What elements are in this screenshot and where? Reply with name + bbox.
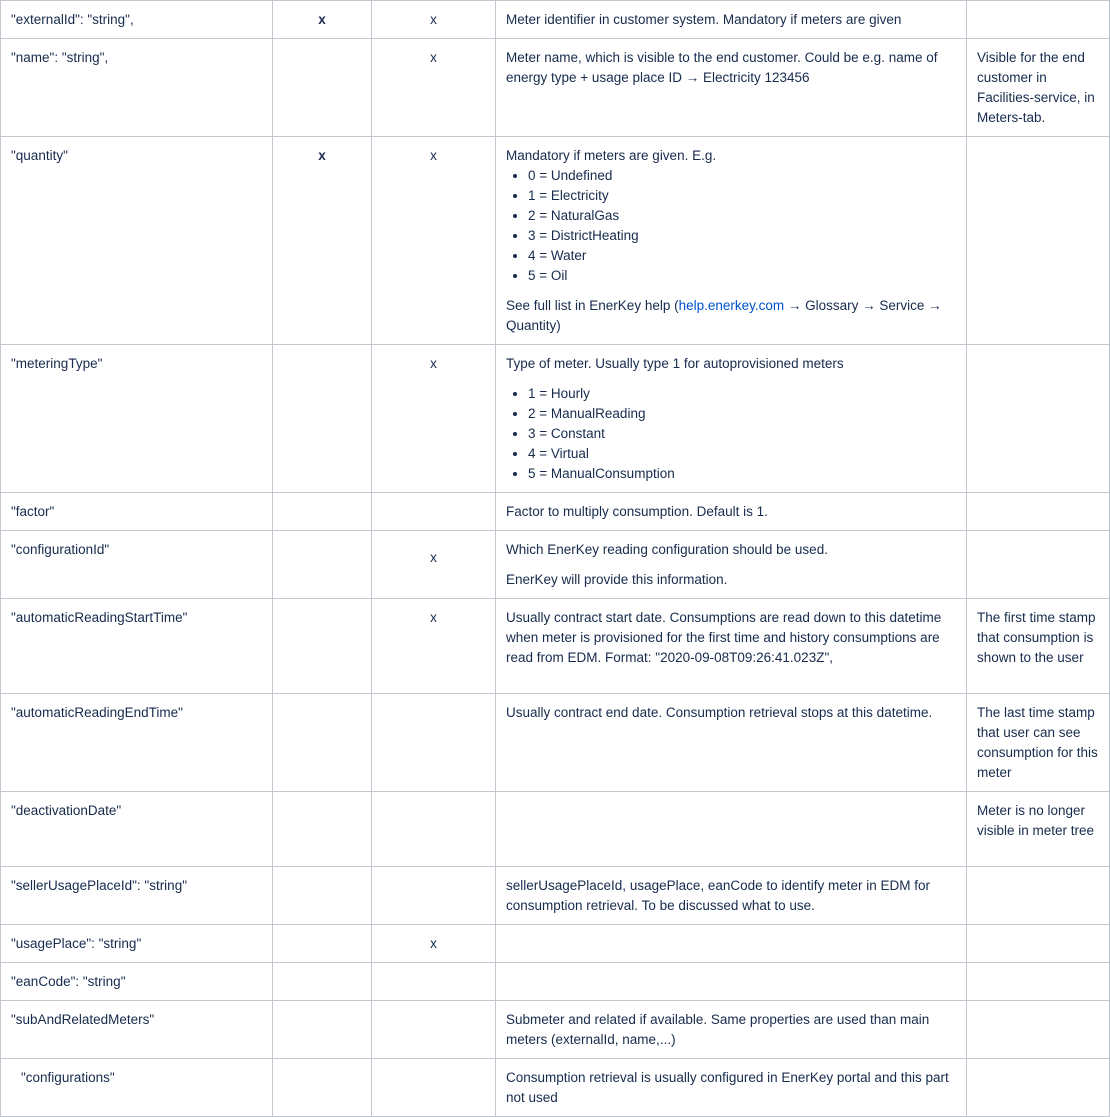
notes-cell: [967, 963, 1110, 1001]
description-cell: Meter name, which is visible to the end customer. Could be e.g. name of energy type + usage place ID → Electricity 123456: [496, 39, 967, 137]
list-item: • 2 = NaturalGas: [528, 206, 956, 226]
property-cell: "eanCode": "string": [1, 963, 273, 1001]
mandatory-mark: x: [318, 148, 326, 163]
list-item: • 4 = Water: [528, 246, 956, 266]
description-intro: Mandatory if meters are given. E.g.: [506, 148, 717, 163]
property-cell: "automaticReadingStartTime": [1, 599, 273, 694]
optional-cell: [372, 1059, 496, 1117]
table-row: [1, 345, 1110, 493]
description-cell: [496, 963, 967, 1001]
property-cell: "factor": [1, 493, 273, 531]
property-cell: "sellerUsagePlaceId": "string": [1, 867, 273, 925]
list-item: • 2 = ManualReading: [528, 404, 956, 424]
property-cell: "quantity": [1, 137, 273, 345]
list-item: • 1 = Electricity: [528, 186, 956, 206]
mandatory-cell: [273, 694, 372, 792]
mandatory-cell: [273, 39, 372, 137]
mandatory-cell: [273, 792, 372, 867]
description-cell: [496, 531, 967, 599]
property-cell: "configurationId": [1, 531, 273, 599]
table-row: [1, 1001, 1110, 1059]
table-row: [1, 792, 1110, 867]
table-row: [1, 137, 1110, 345]
optional-cell: x: [372, 1, 496, 39]
description-cell: Usually contract end date. Consumption retrieval stops at this datetime.: [496, 694, 967, 792]
property-cell: "meteringType": [1, 345, 273, 493]
mandatory-cell: [273, 963, 372, 1001]
description-cell: [496, 925, 967, 963]
mandatory-cell: [273, 1001, 372, 1059]
description-cell: Consumption retrieval is usually configured in EnerKey portal and this part not used: [496, 1059, 967, 1117]
table-row: [1, 1059, 1110, 1117]
mandatory-cell: [273, 925, 372, 963]
optional-cell: [372, 1001, 496, 1059]
notes-cell: The first time stamp that consumption is shown to the user: [967, 599, 1110, 694]
notes-cell: The last time stamp that user can see consumption for this meter: [967, 694, 1110, 792]
description-intro: Type of meter. Usually type 1 for autoprovisioned meters: [506, 356, 844, 371]
mandatory-cell: [273, 493, 372, 531]
property-cell: "usagePlace": "string": [1, 925, 273, 963]
help-text-suffix: → Glossary → Service → Quantity): [506, 298, 942, 333]
help-link[interactable]: help.enerkey.com: [678, 298, 785, 313]
table-row: [1, 694, 1110, 792]
description-cell: Factor to multiply consumption. Default is 1.: [496, 493, 967, 531]
mandatory-cell: [273, 345, 372, 493]
mandatory-cell: [273, 599, 372, 694]
optional-cell: [372, 963, 496, 1001]
notes-cell: [967, 1059, 1110, 1117]
notes-cell: [967, 925, 1110, 963]
optional-cell: [372, 867, 496, 925]
list-item: • 3 = DistrictHeating: [528, 226, 956, 246]
notes-cell: Meter is no longer visible in meter tree: [967, 792, 1110, 867]
optional-cell: x: [372, 39, 496, 137]
property-cell: "name": "string",: [1, 39, 273, 137]
optional-cell: x: [372, 599, 496, 694]
mandatory-cell: [273, 1, 372, 39]
optional-cell: x: [372, 925, 496, 963]
description-note: EnerKey will provide this information.: [506, 572, 728, 587]
list-item: • 1 = Hourly: [528, 384, 956, 404]
table-row: [1, 963, 1110, 1001]
notes-cell: Visible for the end customer in Facilities-service, in Meters-tab.: [967, 39, 1110, 137]
table-row: [1, 1, 1110, 39]
description-cell: Meter identifier in customer system. Mandatory if meters are given: [496, 1, 967, 39]
optional-cell: [372, 792, 496, 867]
list-item: • 0 = Undefined: [528, 166, 956, 186]
mandatory-cell: [273, 531, 372, 599]
table-row: [1, 599, 1110, 694]
notes-cell: [967, 1, 1110, 39]
notes-cell: [967, 493, 1110, 531]
description-cell: [496, 792, 967, 867]
mandatory-cell: [273, 137, 372, 345]
property-cell: "configurations": [1, 1059, 273, 1117]
mandatory-mark: x: [318, 12, 326, 27]
description-cell: Submeter and related if available. Same properties are used than main meters (externalId, name,...): [496, 1001, 967, 1059]
table-row: [1, 493, 1110, 531]
table-row: [1, 867, 1110, 925]
description-text: Which EnerKey reading configuration should be used.: [506, 542, 828, 557]
description-cell: [496, 137, 967, 345]
table-row: [1, 531, 1110, 599]
metering-type-list: [506, 384, 956, 484]
optional-cell: x: [372, 531, 496, 599]
help-text-prefix: See full list in EnerKey help (: [506, 298, 679, 313]
mandatory-cell: [273, 1059, 372, 1117]
table-row: [1, 925, 1110, 963]
optional-cell: x: [372, 137, 496, 345]
notes-cell: [967, 345, 1110, 493]
notes-cell: [967, 137, 1110, 345]
description-cell: Usually contract start date. Consumptions are read down to this datetime when meter is provisioned for the first time and history consumptions are read from EDM. Format: "2020-09-08T09:26:41.023Z",: [496, 599, 967, 694]
optional-cell: x: [372, 345, 496, 493]
list-item: • 4 = Virtual: [528, 444, 956, 464]
notes-cell: [967, 531, 1110, 599]
optional-cell: [372, 493, 496, 531]
table-row: [1, 39, 1110, 137]
quantity-list: [506, 166, 956, 286]
description-cell: sellerUsagePlaceId, usagePlace, eanCode to identify meter in EDM for consumption retrieval. To be discussed what to use.: [496, 867, 967, 925]
list-item: • 3 = Constant: [528, 424, 956, 444]
list-item: • 5 = ManualConsumption: [528, 464, 956, 484]
property-cell: "subAndRelatedMeters": [1, 1001, 273, 1059]
mandatory-cell: [273, 867, 372, 925]
notes-cell: [967, 867, 1110, 925]
notes-cell: [967, 1001, 1110, 1059]
help-text: [506, 296, 956, 336]
property-cell: "externalId": "string",: [1, 1, 273, 39]
list-item: • 5 = Oil: [528, 266, 956, 286]
property-cell: "deactivationDate": [1, 792, 273, 867]
optional-cell: [372, 694, 496, 792]
property-cell: "automaticReadingEndTime": [1, 694, 273, 792]
description-cell: [496, 345, 967, 493]
